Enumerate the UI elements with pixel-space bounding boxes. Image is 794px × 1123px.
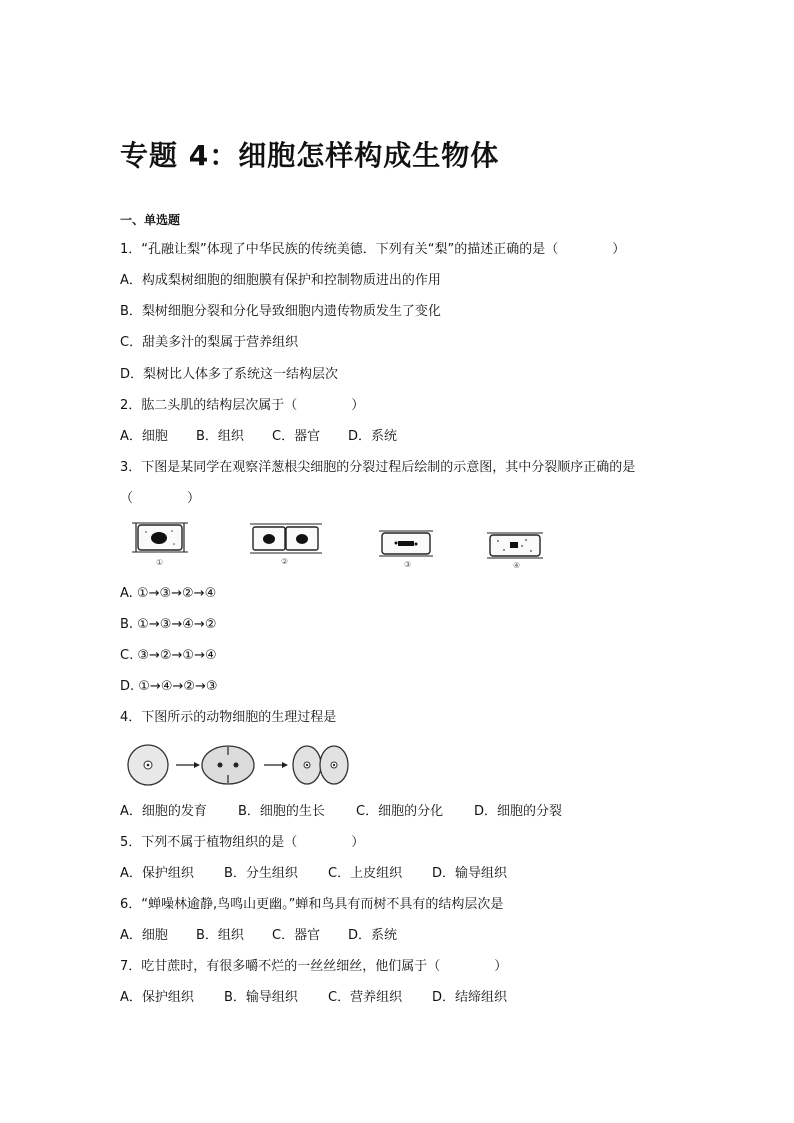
question-2-options [120, 428, 397, 446]
question-2-option-a[interactable]: A．细胞 [120, 429, 168, 444]
cell-4-label: ④ [513, 561, 521, 570]
question-7-option-a[interactable]: A．保护组织 [120, 990, 194, 1005]
question-6-option-c[interactable]: C．器官 [272, 928, 321, 943]
question-3-option-b[interactable]: B. ①→③→④→② [120, 617, 217, 632]
question-4-option-a[interactable]: A．细胞的发育 [120, 804, 207, 819]
question-3-stem: 3．下图是某同学在观察洋葱根尖细胞的分裂过程后绘制的示意图，其中分裂顺序正确的是 [120, 460, 636, 475]
question-7-option-b[interactable]: B．输导组织 [224, 990, 298, 1005]
single-cell-illustration [128, 745, 168, 785]
onion-root-cell-division-figure [126, 520, 556, 572]
question-4-option-d[interactable]: D．细胞的分裂 [474, 804, 563, 819]
question-5-option-b[interactable]: B．分生组织 [224, 866, 298, 881]
page-title: 专题 4：细胞怎样构成生物体 [120, 139, 500, 172]
question-5-option-c[interactable]: C．上皮组织 [328, 866, 403, 881]
question-7-option-d[interactable]: D．结缔组织 [432, 990, 508, 1005]
cell-2-label: ② [281, 557, 289, 566]
question-6-option-b[interactable]: B．组织 [196, 928, 244, 943]
dividing-cell-illustration [202, 746, 254, 784]
question-1-option-c[interactable]: C．甜美多汁的梨属于营养组织 [120, 335, 299, 350]
question-5-option-d[interactable]: D．输导组织 [432, 866, 508, 881]
animal-cell-division-figure [124, 742, 354, 788]
question-3-option-d[interactable]: D. ①→④→②→③ [120, 679, 218, 694]
question-3-stem-paren: （ ） [120, 491, 201, 506]
question-7-stem: 7．吃甘蔗时，有很多嚼不烂的一丝丝细丝，他们属于（ ） [120, 959, 508, 974]
arrow-1-icon [176, 762, 200, 768]
question-1-option-d[interactable]: D．梨树比人体多了系统这一结构层次 [120, 367, 339, 382]
question-2-stem: 2．肱二头肌的结构层次属于（ ） [120, 398, 365, 413]
question-4-options [120, 803, 562, 821]
question-4-stem: 4．下图所示的动物细胞的生理过程是 [120, 710, 337, 725]
question-6-option-d[interactable]: D．系统 [348, 928, 398, 943]
question-4-option-b[interactable]: B．细胞的生长 [238, 804, 325, 819]
question-3-option-c[interactable]: C. ③→②→①→④ [120, 648, 217, 663]
question-1-stem: 1．“孔融让梨”体现了中华民族的传统美德．下列有关“梨”的描述正确的是（ ） [120, 242, 626, 257]
cell-3-label: ③ [404, 560, 412, 569]
question-7-options [120, 989, 507, 1007]
cell-1-label: ① [156, 558, 164, 567]
question-1-option-a[interactable]: A．构成梨树细胞的细胞膜有保护和控制物质进出的作用 [120, 273, 441, 288]
cell-4-illustration [487, 533, 543, 570]
question-5-options [120, 865, 507, 883]
question-6-options [120, 927, 397, 945]
arrow-2-icon [264, 762, 288, 768]
cell-1-illustration [132, 523, 188, 567]
question-2-option-b[interactable]: B．组织 [196, 429, 244, 444]
cell-3-illustration [379, 531, 433, 569]
cell-2-illustration [250, 524, 322, 566]
question-1-option-b[interactable]: B．梨树细胞分裂和分化导致细胞内遗传物质发生了变化 [120, 304, 441, 319]
question-7-option-c[interactable]: C．营养组织 [328, 990, 403, 1005]
question-3-option-a[interactable]: A. ①→③→②→④ [120, 586, 217, 601]
question-6-option-a[interactable]: A．细胞 [120, 928, 168, 943]
question-4-option-c[interactable]: C．细胞的分化 [356, 804, 444, 819]
question-2-option-c[interactable]: C．器官 [272, 429, 321, 444]
question-2-option-d[interactable]: D．系统 [348, 429, 398, 444]
section-heading: 一、单选题 [120, 213, 181, 227]
question-6-stem: 6．“蝉噪林逾静,鸟鸣山更幽。”蝉和鸟具有而树不具有的结构层次是 [120, 897, 504, 912]
two-daughter-cells-illustration [293, 746, 348, 784]
question-5-stem: 5．下列不属于植物组织的是（ ） [120, 835, 365, 850]
question-5-option-a[interactable]: A．保护组织 [120, 866, 194, 881]
